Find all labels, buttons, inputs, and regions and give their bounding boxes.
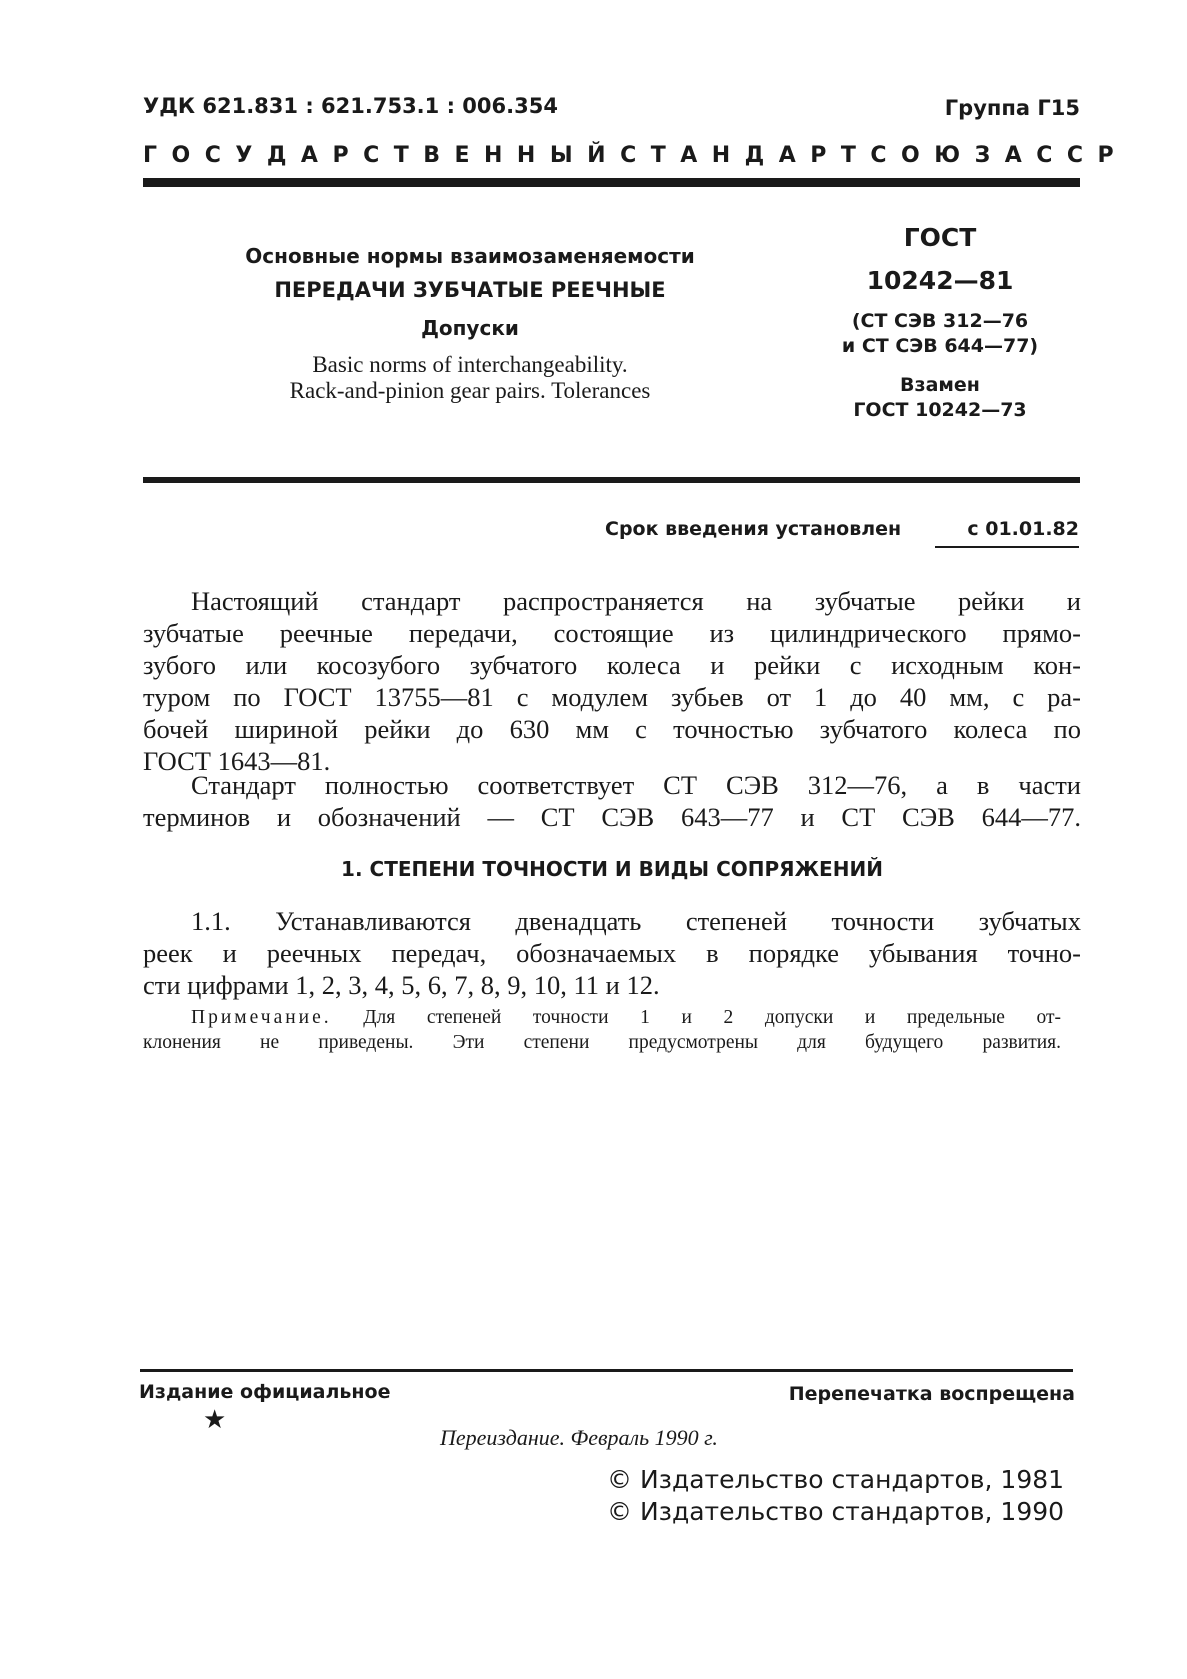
- cmea-line-1: (СТ СЭВ 312—76: [851, 310, 1029, 332]
- scope-paragraph: [143, 585, 1081, 777]
- text-line: Настоящий стандарт распространяется на зубчатые рейки и: [191, 586, 1081, 616]
- title-line-3: Допуски: [421, 316, 519, 340]
- english-title-line-1: Basic norms of interchangeability.: [312, 352, 628, 377]
- text-line: зубого или косозубого зубчатого колеса и рейки с исходным кон-: [143, 650, 1081, 680]
- text-line: сти цифрами 1, 2, 3, 4, 5, 6, 7, 8, 9, 10, 11 и 12.: [143, 970, 660, 1000]
- text-line: 1.1. Устанавливаются двенадцать степеней точности зубчатых: [191, 906, 1081, 936]
- intro-date-label: Срок введения установлен: [605, 518, 902, 540]
- text-line: реек и реечных передач, обозначаемых в порядке убывания точно-: [143, 938, 1081, 968]
- accuracy-grades-paragraph: [143, 905, 1081, 1001]
- copyright-line: © Издательство стандартов, 1990: [607, 1497, 1065, 1526]
- official-edition: Издание официальное: [139, 1381, 391, 1403]
- group-code: Группа Г15: [944, 96, 1080, 120]
- intro-date-value: с 01.01.82: [935, 518, 1079, 548]
- text-line: бочей шириной рейки до 630 мм с точностью зубчатого колеса по: [143, 714, 1081, 744]
- copyright-line: © Издательство стандартов, 1981: [607, 1465, 1065, 1494]
- note-label: Примечание.: [191, 1007, 332, 1028]
- udk-code: УДК 621.831 : 621.753.1 : 006.354: [143, 94, 558, 118]
- star-icon: ★: [203, 1405, 227, 1434]
- footer-divider: [140, 1369, 1073, 1372]
- banner-word: ГОСУДАРСТВЕННЫЙ: [143, 143, 621, 168]
- reissue-note: Переиздание. Февраль 1990 г.: [440, 1425, 718, 1450]
- copyright-block: [607, 1464, 1064, 1528]
- banner-word: СТАНДАРТ: [620, 143, 871, 168]
- text-line: ГОСТ 1643—81.: [143, 746, 331, 776]
- text-line: терминов и обозначений — СТ СЭВ 643—77 и СТ СЭВ 644—77.: [143, 802, 1081, 832]
- english-title-line-2: Rack-and-pinion gear pairs. Tolerances: [289, 378, 651, 403]
- reprint-forbidden: Перепечатка воспрещена: [788, 1383, 1075, 1405]
- replaces-number: ГОСТ 10242—73: [853, 399, 1027, 421]
- banner-word: СОЮЗА: [870, 143, 1037, 168]
- text-line: туром по ГОСТ 13755—81 с модулем зубьев от 1 до 40 мм, с ра-: [143, 682, 1081, 712]
- replaces-label: Взамен: [900, 374, 980, 396]
- note-line: [143, 1005, 1061, 1030]
- gost-number: 10242—81: [866, 266, 1014, 295]
- title-line-2: ПЕРЕДАЧИ ЗУБЧАТЫЕ РЕЕЧНЫЕ: [274, 278, 666, 302]
- title-block: [210, 244, 730, 404]
- state-standard-banner: [143, 143, 1129, 168]
- cmea-line-2: и СТ СЭВ 644—77): [841, 335, 1039, 357]
- note-line: клонения не приведены. Эти степени предусмотрены для будущего развития.: [143, 1032, 1061, 1053]
- conformity-paragraph: [143, 769, 1081, 833]
- title-divider: [143, 477, 1080, 483]
- text-line: зубчатые реечные передачи, состоящие из цилиндрического прямо-: [143, 618, 1081, 648]
- title-line-1: Основные нормы взаимозаменяемости: [245, 244, 695, 268]
- banner-word: ССР: [1036, 143, 1129, 168]
- note-text: Для степеней точности 1 и 2 допуски и предельные от-: [363, 1007, 1062, 1028]
- gost-label: ГОСТ: [903, 223, 977, 252]
- gost-block: [810, 223, 1070, 423]
- section-heading: 1. СТЕПЕНИ ТОЧНОСТИ И ВИДЫ СОПРЯЖЕНИЙ: [341, 857, 883, 881]
- note: [143, 1005, 1061, 1055]
- text-line: Стандарт полностью соответствует СТ СЭВ 312—76, а в части: [191, 770, 1081, 800]
- header-divider: [143, 178, 1080, 187]
